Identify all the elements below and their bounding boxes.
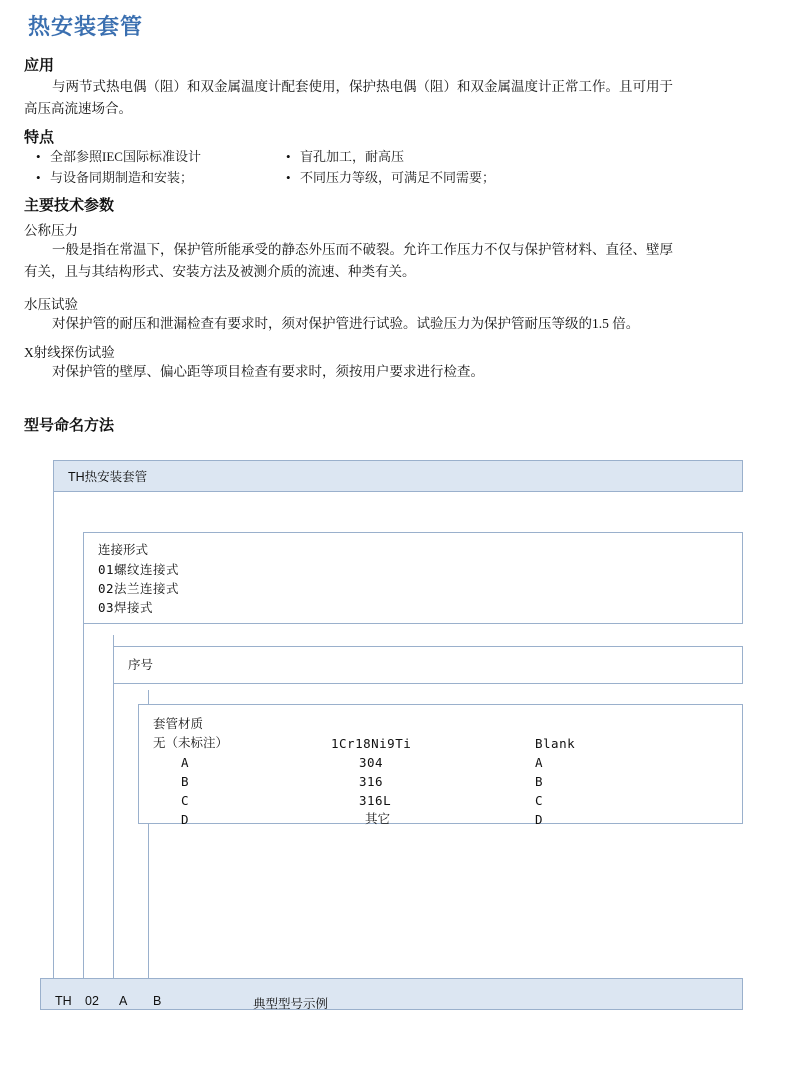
features-list [24,146,684,188]
material-suffix-2: A [535,755,544,770]
material-code-3: B [181,774,190,789]
table-row [153,791,655,810]
material-suffix-3: B [535,774,544,789]
example-cell-3: A [119,994,128,1008]
feature-right-1: • 盲孔加工，耐高压 [274,146,574,167]
feature-left-1: • 全部参照IEC国际标准设计 [24,146,274,167]
diagram-box-serial-content [128,656,153,675]
material-code-4: C [181,793,190,808]
page-title: 热安装套管 [28,14,144,39]
table-row [153,734,655,753]
material-suffix-5: D [535,812,544,827]
table-row [153,772,655,791]
diagram-bar-example [40,978,743,1010]
diagram-box-connection-content [98,541,179,617]
section-heading-parameters: 主要技术参数 [24,197,115,214]
connector-line-1 [53,482,54,1010]
diagram-box-serial [113,646,743,684]
connection-line-1: 01螺纹连接式 [98,562,180,577]
connector-line-3 [113,635,114,1010]
diagram-box-material [138,704,743,827]
section-heading-application: 应用 [24,57,55,74]
diagram-box-connection [83,532,743,624]
material-value-1: 1Cr18Ni9Ti [331,736,412,751]
table-row [153,810,655,829]
example-cell-2: 02 [85,994,99,1008]
material-value-2: 304 [359,755,384,770]
material-value-4: 316L [359,793,392,808]
example-label: 典型型号示例 [253,997,329,1011]
section-heading-naming: 型号命名方法 [24,417,115,434]
list-item [24,146,684,167]
diagram-bar-product-label: TH热安装套管 [68,470,148,484]
list-item [24,167,684,188]
feature-right-2: • 不同压力等级，可满足不同需要； [274,167,574,188]
text-xray-test: 对保护管的壁厚、偏心距等项目检查有要求时，须按用户要求进行检查。 [52,364,484,379]
serial-title: 序号 [128,658,154,672]
connection-line-2: 02法兰连接式 [98,581,180,596]
text-nominal-pressure: 一般是指在常温下，保护管所能承受的静态外压而不破裂。允许工作压力不仅与保护管材料、直径、壁厚有关，且与其结构形式、安装方法及被测介质的流速、种类有关。 [24,242,673,279]
material-code-5: D [181,812,190,827]
example-cell-4: B [153,994,162,1008]
table-row [153,753,655,772]
material-value-5: 其它 [365,812,391,826]
subheading-hydraulic-test: 水压试验 [24,297,78,312]
material-table [153,715,655,829]
section-text-application: 与两节式热电偶（阻）和双金属温度计配套使用，保护热电偶（阻）和双金属温度计正常工作。且可用于高压高流速场合。 [24,79,673,116]
section-heading-features: 特点 [24,129,55,146]
connection-title: 连接形式 [98,543,149,557]
material-code-1: 无（未标注） [153,736,229,750]
subheading-nominal-pressure: 公称压力 [24,223,78,238]
material-suffix-4: C [535,793,544,808]
connection-line-3: 03焊接式 [98,600,154,615]
text-hydraulic-test: 对保护管的耐压和泄漏检查有要求时，须对保护管进行试验。试验压力为保护管耐压等级的1.5 倍。 [52,316,640,331]
table-row [153,715,655,734]
feature-left-2: • 与设备同期制造和安装； [24,167,274,188]
diagram-bar-product [53,460,743,492]
subheading-xray-test: X射线探伤试验 [24,345,115,360]
material-value-3: 316 [359,774,384,789]
material-title: 套管材质 [153,717,204,731]
example-cell-1: TH [55,994,72,1008]
model-naming-diagram [28,450,772,1010]
material-suffix-1: Blank [535,736,576,751]
material-code-2: A [181,755,190,770]
